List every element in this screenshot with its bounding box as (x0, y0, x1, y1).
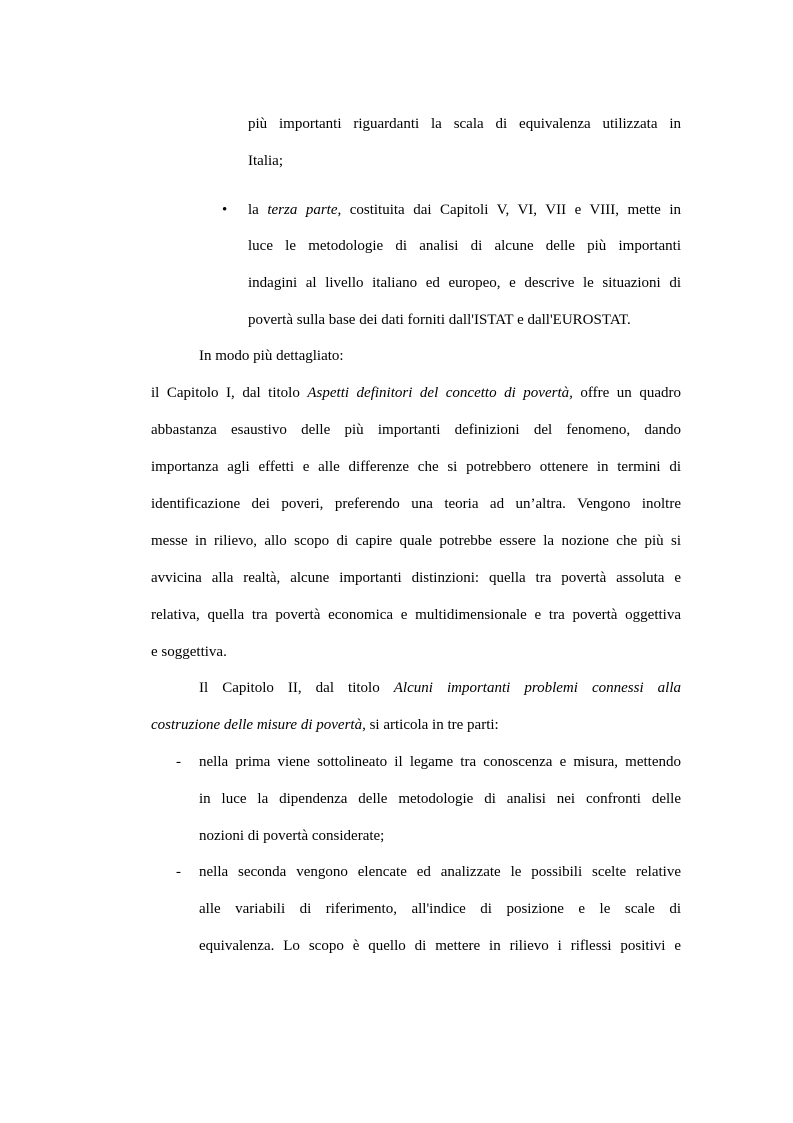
paragraph-line: abbastanza esaustivo delle più importanti definizioni del fenomeno, dando (151, 422, 681, 438)
text-run: la (248, 202, 268, 218)
paragraph-line: nella seconda vengono elencate ed analizzate le possibili scelte relative (199, 864, 681, 880)
dash-marker: - (176, 754, 181, 770)
bullet-marker: • (222, 202, 228, 218)
paragraph-line: Italia; (248, 153, 283, 169)
paragraph-line: in luce la dipendenza delle metodologie di analisi nei confronti delle (199, 791, 681, 807)
paragraph-line (248, 200, 681, 220)
paragraph-line (199, 678, 681, 698)
paragraph-line: avvicina alla realtà, alcune importanti distinzioni: quella tra povertà assoluta e (151, 570, 681, 586)
italic-text: costruzione delle misure di povertà, (151, 717, 366, 733)
paragraph-line: equivalenza. Lo scopo è quello di mettere in rilievo i riflessi positivi e (199, 938, 681, 954)
italic-text: Aspetti definitori del concetto di povertà, (307, 385, 573, 401)
text-run: si articola in tre parti: (365, 717, 499, 733)
italic-text: terza parte, (267, 202, 342, 218)
paragraph-line: povertà sulla base dei dati forniti dall'ISTAT e dall'EUROSTAT. (248, 312, 631, 328)
paragraph-line: importanza agli effetti e alle differenze che si potrebbero ottenere in termini di (151, 459, 681, 475)
paragraph-line (151, 383, 681, 403)
paragraph-line: e soggettiva. (151, 644, 227, 660)
dash-marker: - (176, 864, 181, 880)
paragraph-line: nella prima viene sottolineato il legame tra conoscenza e misura, mettendo (199, 754, 681, 770)
paragraph-line: luce le metodologie di analisi di alcune delle più importanti (248, 238, 681, 254)
paragraph-line: più importanti riguardanti la scala di equivalenza utilizzata in (248, 116, 681, 132)
paragraph-line: In modo più dettagliato: (199, 348, 344, 364)
text-run: Il Capitolo II, dal titolo (199, 680, 394, 696)
text-run: il Capitolo I, dal titolo (151, 385, 308, 401)
paragraph-line: identificazione dei poveri, preferendo una teoria ad un’altra. Vengono inoltre (151, 496, 681, 512)
paragraph-line: relativa, quella tra povertà economica e multidimensionale e tra povertà oggettiva (151, 607, 681, 623)
paragraph-line: nozioni di povertà considerate; (199, 828, 385, 844)
text-run: costituita dai Capitoli V, VI, VII e VIII, mette in (341, 202, 681, 218)
text-run: offre un quadro (572, 385, 681, 401)
paragraph-line: messe in rilievo, allo scopo di capire quale potrebbe essere la nozione che più si (151, 533, 681, 549)
paragraph-line: indagini al livello italiano ed europeo, e descrive le situazioni di (248, 275, 681, 291)
italic-text: Alcuni importanti problemi connessi alla (393, 680, 681, 696)
paragraph-line: alle variabili di riferimento, all'indice di posizione e le scale di (199, 901, 681, 917)
paragraph-line (151, 715, 499, 735)
